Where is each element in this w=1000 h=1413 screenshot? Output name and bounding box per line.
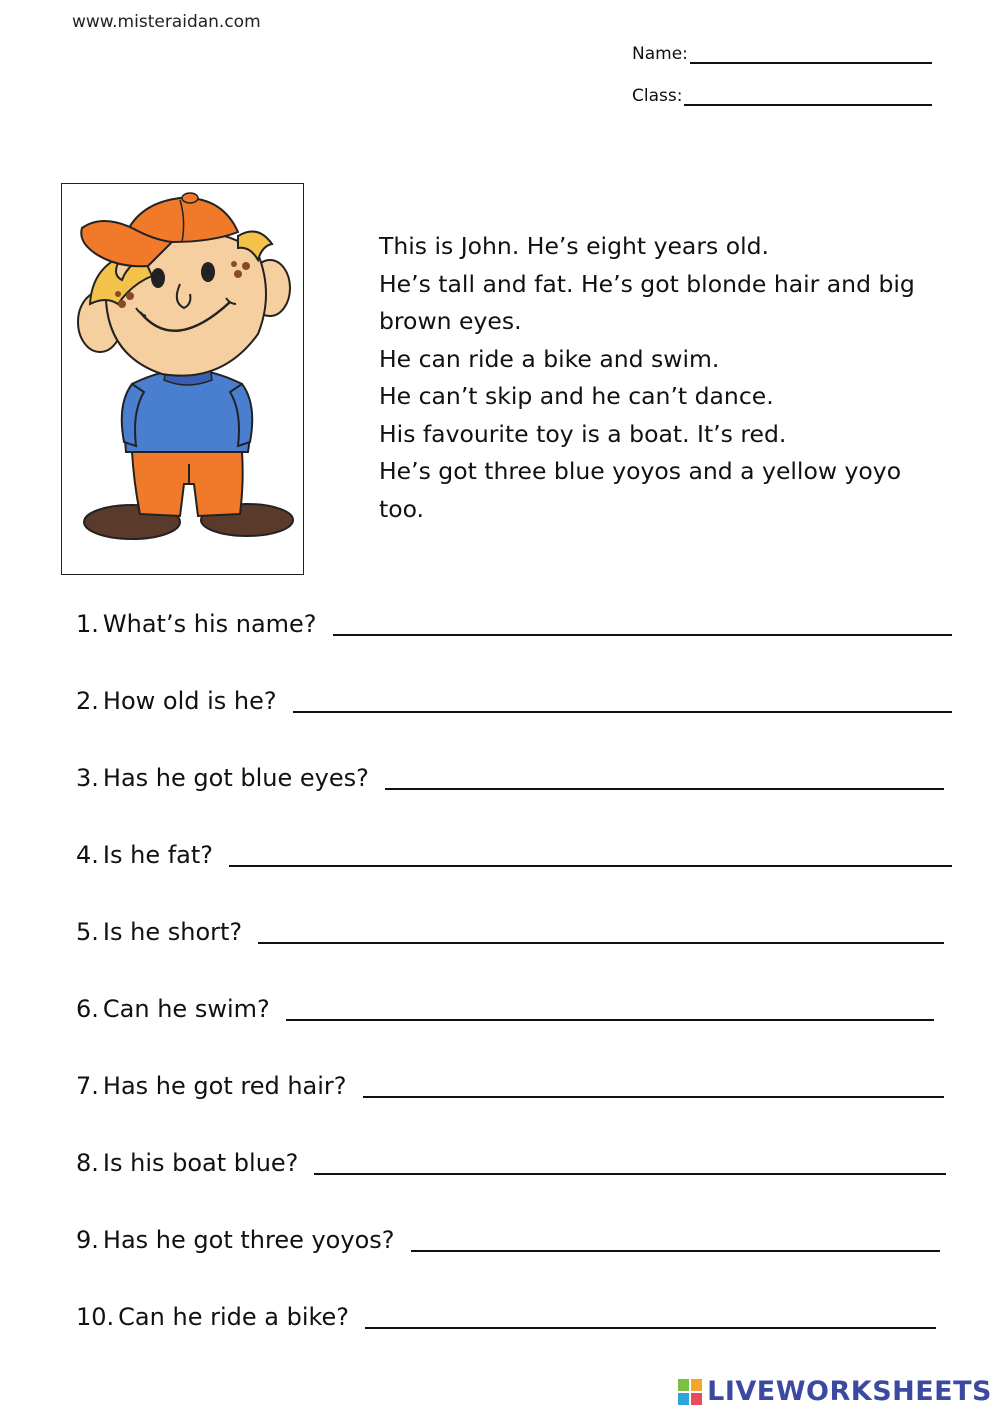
answer-line-2[interactable] <box>293 710 952 713</box>
question-text: Is he short? <box>102 918 243 946</box>
question-text: Can he ride a bike? <box>118 1303 350 1331</box>
answer-line-6[interactable] <box>286 1018 934 1021</box>
question-number: 9. <box>76 1226 99 1254</box>
reading-line: He can’t skip and he can’t dance. <box>379 382 774 410</box>
boy-picture <box>61 183 304 575</box>
question-10 <box>76 1299 936 1331</box>
question-number: 10. <box>76 1303 115 1331</box>
question-number: 5. <box>76 918 99 946</box>
name-input-line[interactable] <box>690 61 932 64</box>
answer-line-4[interactable] <box>229 864 952 867</box>
question-text: What’s his name? <box>102 610 317 638</box>
class-input-line[interactable] <box>684 103 932 106</box>
question-text: How old is he? <box>102 687 277 715</box>
reading-line: He’s got three blue yoyos and a yellow yoyo <box>379 457 902 485</box>
name-label: Name: <box>632 44 688 64</box>
question-number: 2. <box>76 687 99 715</box>
question-text: Is he fat? <box>102 841 214 869</box>
reading-line: This is John. He’s eight years old. <box>379 232 769 260</box>
liveworksheets-logo[interactable] <box>677 1376 992 1407</box>
question-number: 7. <box>76 1072 99 1100</box>
reading-line: too. <box>379 494 425 523</box>
liveworksheets-brand-text: LIVEWORKSHEETS <box>707 1376 992 1407</box>
question-6 <box>76 991 934 1023</box>
answer-line-8[interactable] <box>314 1172 946 1175</box>
question-number: 1. <box>76 610 99 638</box>
question-1 <box>76 606 952 638</box>
reading-line: He can ride a bike and swim. <box>379 344 720 373</box>
reading-passage <box>379 228 969 528</box>
answer-line-3[interactable] <box>385 787 944 790</box>
answer-line-1[interactable] <box>333 633 952 636</box>
question-text: Has he got three yoyos? <box>102 1226 395 1254</box>
question-2 <box>76 683 952 715</box>
reading-line: brown eyes. <box>379 307 522 335</box>
reading-line: His favourite toy is a boat. It’s red. <box>379 419 787 448</box>
question-number: 8. <box>76 1149 99 1177</box>
answer-line-7[interactable] <box>363 1095 944 1098</box>
question-text: Can he swim? <box>102 995 270 1023</box>
cartoon-boy-illustration <box>62 184 302 573</box>
question-number: 4. <box>76 841 99 869</box>
question-number: 6. <box>76 995 99 1023</box>
question-3 <box>76 760 944 792</box>
question-9 <box>76 1222 940 1254</box>
answer-line-9[interactable] <box>411 1249 941 1252</box>
question-text: Has he got red hair? <box>102 1072 347 1100</box>
name-field <box>632 44 932 64</box>
class-field <box>632 86 932 106</box>
question-number: 3. <box>76 764 99 792</box>
class-label: Class: <box>632 86 683 106</box>
answer-line-5[interactable] <box>258 941 944 944</box>
liveworksheets-logo-icon <box>677 1378 703 1406</box>
question-4 <box>76 837 952 869</box>
question-5 <box>76 914 944 946</box>
reading-line: He’s tall and fat. He’s got blonde hair and big <box>379 269 915 298</box>
question-7 <box>76 1068 944 1100</box>
question-8 <box>76 1145 946 1177</box>
answer-line-10[interactable] <box>365 1326 936 1329</box>
question-text: Has he got blue eyes? <box>102 764 369 792</box>
site-url[interactable]: www.misteraidan.com <box>72 12 261 32</box>
question-text: Is his boat blue? <box>102 1149 299 1177</box>
